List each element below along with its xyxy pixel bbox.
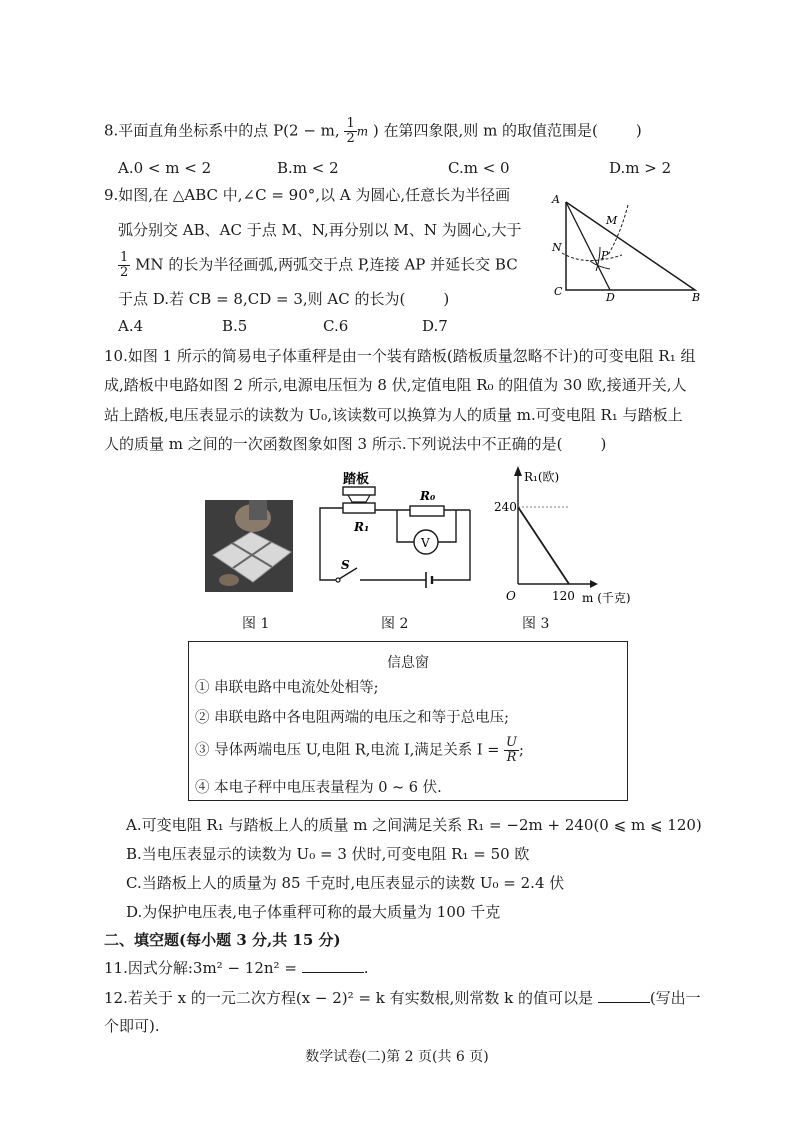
q11-answer-blank[interactable]	[302, 972, 364, 973]
x-axis-arrow	[590, 580, 598, 588]
info-frac-den: R	[506, 750, 517, 765]
q8-option-b: B.m < 2	[277, 159, 339, 177]
q9-line-3	[118, 251, 518, 280]
resistor-r0	[410, 506, 444, 516]
q9-option-b: B.5	[222, 317, 248, 335]
caption-fig2: 图 2	[381, 616, 409, 632]
q12-text: 12.若关于 x 的一元二次方程(x − 2)² = k 有实数根,则常数 k 的值可以是	[104, 989, 594, 1007]
info-fraction	[504, 736, 519, 765]
segment-ad	[566, 202, 610, 290]
q10-line-4-text: 人的质量 m 之间的一次函数图象如图 3 所示.下列说法中不正确的是(	[104, 435, 563, 453]
label-c: C	[554, 285, 563, 298]
label-m: M	[606, 214, 618, 227]
voltmeter-label: V	[421, 536, 430, 550]
wire-right	[436, 510, 470, 580]
q12-answer-blank[interactable]	[598, 1002, 650, 1003]
graph-line	[518, 507, 569, 584]
q9-fraction	[118, 251, 130, 280]
info-item-4: ④ 本电子秤中电压表量程为 0 ~ 6 伏.	[195, 780, 442, 796]
resistor-r1	[343, 503, 375, 513]
caption-fig3: 图 3	[522, 616, 550, 632]
q9-line-2: 弧分别交 AB、AC 于点 M、N,再分别以 M、N 为圆心,大于	[118, 221, 522, 239]
q11-text: 11.因式分解:3m² − 12n² =	[104, 959, 297, 977]
wire-left	[320, 508, 343, 580]
q8-stem-after: ) 在第四象限,则 m 的取值范围是(	[372, 121, 598, 140]
y-axis-label: R₁(欧)	[524, 470, 560, 484]
q10-option-c: C.当踏板上人的质量为 85 千克时,电压表显示的读数 U₀ = 2.4 伏	[126, 874, 565, 892]
q9-frac-den: 2	[120, 265, 129, 280]
q9-option-d: D.7	[422, 317, 448, 335]
info-item-1: ① 串联电路中电流处处相等;	[195, 680, 379, 696]
label-a: A	[552, 193, 560, 206]
pedal-plate	[343, 487, 375, 495]
info-item-2: ② 串联电路中各电阻两端的电压之和等于总电压;	[195, 710, 509, 726]
q10-line-1: 10.如图 1 所示的简易电子体重秤是由一个装有踏板(踏板质量忽略不计)的可变电阻 R₁ 组	[104, 347, 696, 365]
q8-stem-before: 8.平面直角坐标系中的点 P(2 − m,	[104, 121, 340, 140]
triangle-figure	[540, 185, 715, 305]
section-2-title: 二、填空题(每小题 3 分,共 15 分)	[104, 931, 341, 949]
r0-label: R₀	[420, 489, 436, 503]
q11	[104, 958, 368, 978]
q8-option-d: D.m > 2	[609, 159, 672, 177]
q10-option-b: B.当电压表显示的读数为 U₀ = 3 伏时,可变电阻 R₁ = 50 欧	[126, 845, 530, 863]
q8-frac-var: m	[356, 124, 369, 139]
q10-paren-close: )	[600, 435, 607, 453]
info-item-3	[195, 736, 524, 765]
q9-option-c: C.6	[323, 317, 349, 335]
q10-option-d: D.为保护电压表,电子体重秤可称的最大质量为 100 千克	[126, 903, 501, 921]
q10-line-4	[104, 434, 606, 454]
r1-label: R₁	[354, 520, 370, 534]
info-frac-num: U	[506, 735, 517, 750]
circuit-figure	[310, 468, 485, 598]
q9-line-4	[118, 289, 449, 309]
info-item-3-text: ③ 导体两端电压 U,电阻 R,电流 I,满足关系 I =	[195, 742, 500, 759]
q12	[104, 988, 701, 1008]
label-p: P	[601, 249, 609, 262]
label-n: N	[552, 241, 562, 254]
q12-text-after: (写出一	[649, 989, 701, 1007]
q9-line-4-text: 于点 D.若 CB = 8,CD = 3,则 AC 的长为(	[118, 290, 406, 308]
page-footer: 数学试卷(二)第 2 页(共 6 页)	[305, 1049, 489, 1065]
pedal-label: 踏板	[343, 472, 370, 487]
q11-period: .	[363, 959, 369, 977]
info-window	[188, 641, 628, 801]
scale-photo	[205, 500, 293, 592]
arc-m	[608, 205, 628, 255]
q9-paren-close: )	[443, 290, 450, 308]
q10-line-2: 成,踏板中电路如图 2 所示,电源电压恒为 8 伏,定值电阻 R₀ 的阻值为 30 欧,接通开关,人	[104, 376, 687, 394]
label-b: B	[692, 291, 701, 304]
q8-frac-num: 1	[346, 116, 355, 131]
q8-option-a: A.0 < m < 2	[118, 159, 212, 177]
switch-label: S	[341, 558, 350, 572]
caption-fig1: 图 1	[242, 616, 270, 632]
q8-option-c: C.m < 0	[448, 159, 510, 177]
q10-line-3: 站上踏板,电压表显示的读数为 U₀,该读数可以换算为人的质量 m.可变电阻 R₁ 与踏板上	[104, 406, 683, 424]
graph-figure	[490, 462, 650, 610]
q12-line-2: 个即可).	[104, 1017, 160, 1035]
q9-line-3-text: MN 的长为半径画弧,两弧交于点 P,连接 AP 并延长交 BC	[135, 255, 518, 274]
q9-line-1: 9.如图,在 △ABC 中,∠C = 90°,以 A 为圆心,任意长为半径画	[104, 186, 511, 204]
triangle-abc	[566, 202, 695, 290]
x-tick-120: 120	[552, 589, 575, 603]
scale-photo-drawing	[205, 500, 293, 592]
info-title: 信息窗	[387, 655, 429, 671]
q8-fraction	[344, 117, 356, 146]
x-axis-label: m (千克)	[582, 591, 631, 605]
y-axis-arrow	[514, 466, 522, 476]
q8-paren-close: )	[635, 121, 642, 140]
info-frac-tail: ;	[518, 742, 524, 759]
q8-stem	[104, 117, 642, 146]
arc-p-1	[590, 261, 610, 269]
y-tick-240: 240	[494, 500, 517, 514]
q8-frac-den: 2	[346, 131, 355, 146]
q9-option-a: A.4	[118, 317, 144, 335]
q9-frac-num: 1	[120, 250, 129, 265]
origin-label: O	[506, 589, 516, 603]
q10-option-a: A.可变电阻 R₁ 与踏板上人的质量 m 之间满足关系 R₁ = −2m + 240(0 ⩽ m ⩽ 120)	[126, 816, 702, 834]
pedal-spring	[348, 495, 370, 502]
label-d: D	[606, 291, 615, 304]
